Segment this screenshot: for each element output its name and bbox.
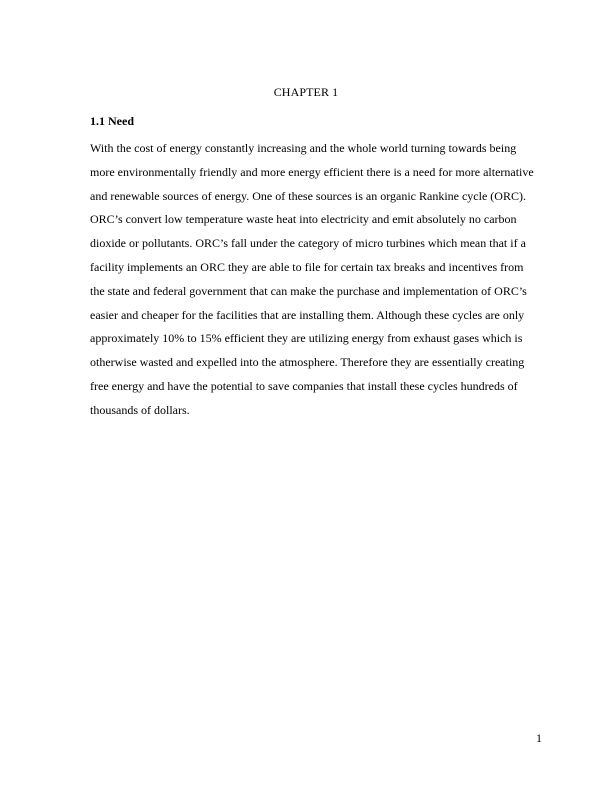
paragraph-line: approximately 10% to 15% efficient they are utilizing energy from exhaust gases which is	[90, 331, 523, 346]
paragraph-line: thousands of dollars.	[90, 402, 190, 417]
paragraph-line: and renewable sources of energy. One of these sources is an organic Rankine cycle (ORC).	[90, 188, 526, 203]
body-paragraph	[90, 141, 550, 427]
page-number: 1	[536, 731, 542, 745]
paragraph-line: easier and cheaper for the facilities that are installing them. Although these cycles are only	[90, 307, 525, 322]
chapter-heading: CHAPTER 1	[273, 85, 339, 99]
paragraph-line: facility implements an ORC they are able to file for certain tax breaks and incentives from	[90, 259, 524, 274]
paragraph-line: dioxide or pollutants. ORC’s fall under the category of micro turbines which mean that if a	[90, 236, 526, 251]
paragraph-line: free energy and have the potential to save companies that install these cycles hundreds of	[90, 378, 518, 393]
paragraph-line: otherwise wasted and expelled into the atmosphere. Therefore they are essentially creating	[90, 355, 525, 370]
section-heading: 1.1 Need	[90, 114, 134, 128]
paragraph-line: more environmentally friendly and more energy efficient there is a need for more alternative	[90, 164, 534, 179]
paragraph-line: ORC’s convert low temperature waste heat into electricity and emit absolutely no carbon	[90, 212, 517, 227]
paragraph-line: With the cost of energy constantly increasing and the whole world turning towards being	[90, 141, 517, 155]
paragraph-line: the state and federal government that can make the purchase and implementation of ORC’s	[90, 283, 527, 298]
